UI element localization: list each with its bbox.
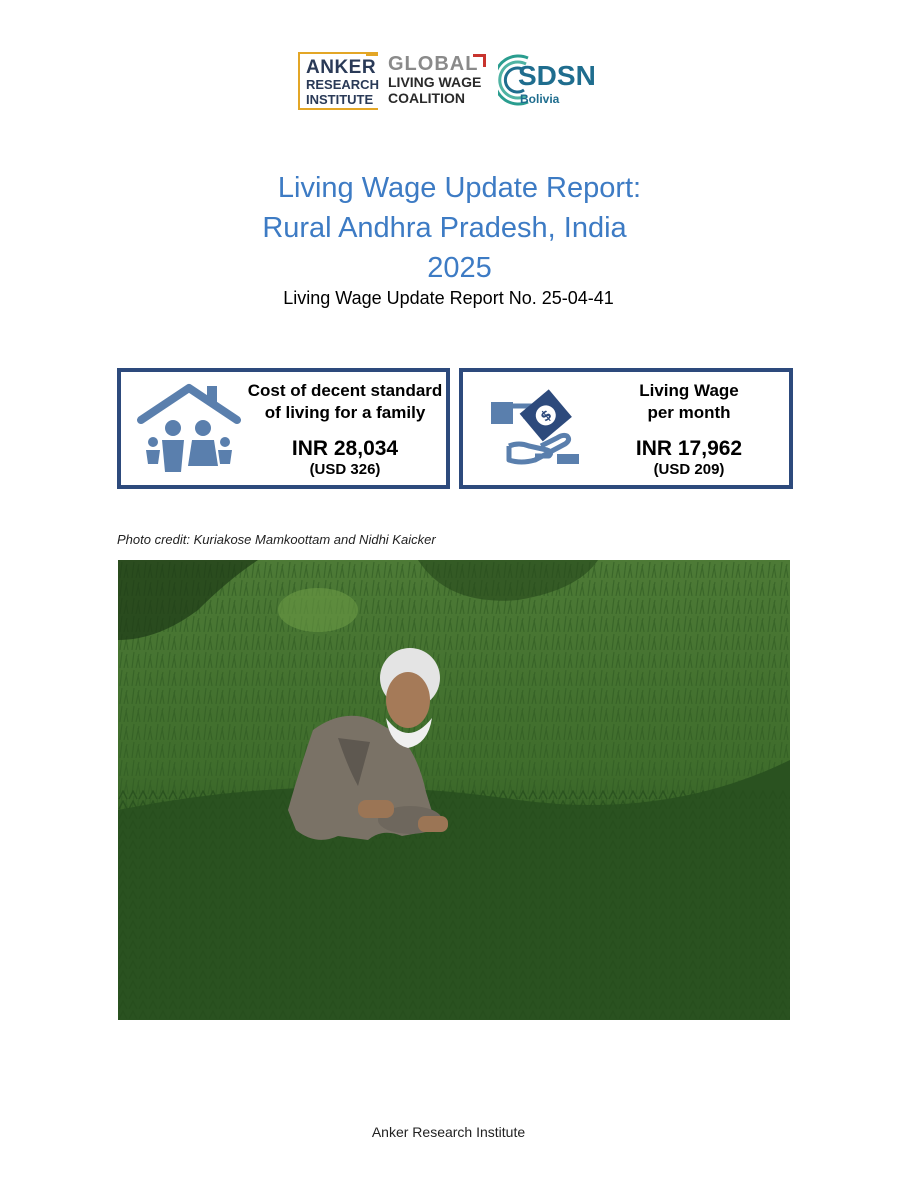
svg-text:$: $ [537, 406, 556, 426]
cost-label-line1: Cost of decent standard [247, 381, 443, 400]
glc-logo-line2: LIVING WAGE [388, 74, 482, 90]
sdsn-logo-text: SDSN [518, 60, 596, 91]
report-number: Living Wage Update Report No. 25-04-41 [283, 288, 614, 308]
footer-organization: Anker Research Institute [371, 1124, 526, 1140]
cost-of-living-box [117, 368, 450, 489]
sdsn-bolivia-logo [498, 50, 608, 110]
logo-accent [366, 54, 378, 56]
cover-photo [118, 560, 790, 1020]
family-house-icon [137, 382, 241, 474]
glc-logo-line3: COALITION [388, 90, 465, 106]
wage-value-usd: (USD 209) [653, 461, 725, 478]
anker-logo-line3: INSTITUTE [306, 92, 374, 107]
money-hand-icon [485, 380, 585, 480]
glc-logo-line1: GLOBAL [388, 53, 479, 75]
photo-credit: Photo credit: Kuriakose Mamkoottam and Nidhi Kaicker [117, 532, 436, 547]
cost-value-usd: (USD 326) [309, 461, 381, 478]
global-living-wage-coalition-logo [388, 54, 486, 112]
anker-research-institute-logo [298, 52, 378, 110]
title-line1: Living Wage Update Report: [277, 172, 642, 204]
living-wage-box [459, 368, 793, 489]
title-line2: Rural Andhra Pradesh, India [262, 212, 627, 244]
farmer-in-seedlings-illustration [118, 560, 790, 1020]
wage-label-line1: Living Wage [639, 381, 739, 400]
report-title [0, 168, 897, 288]
anker-logo-line1: ANKER [306, 57, 377, 78]
title-line3: 2025 [427, 252, 492, 284]
logo-corner-mark [473, 54, 486, 67]
wage-label-line2: per month [647, 403, 731, 422]
cost-value-inr: INR 28,034 [291, 437, 399, 460]
wage-value-inr: INR 17,962 [635, 437, 743, 460]
anker-logo-line2: RESEARCH [306, 77, 379, 92]
cost-label-line2: of living for a family [264, 403, 426, 422]
sdsn-logo-subtext: Bolivia [520, 92, 560, 106]
